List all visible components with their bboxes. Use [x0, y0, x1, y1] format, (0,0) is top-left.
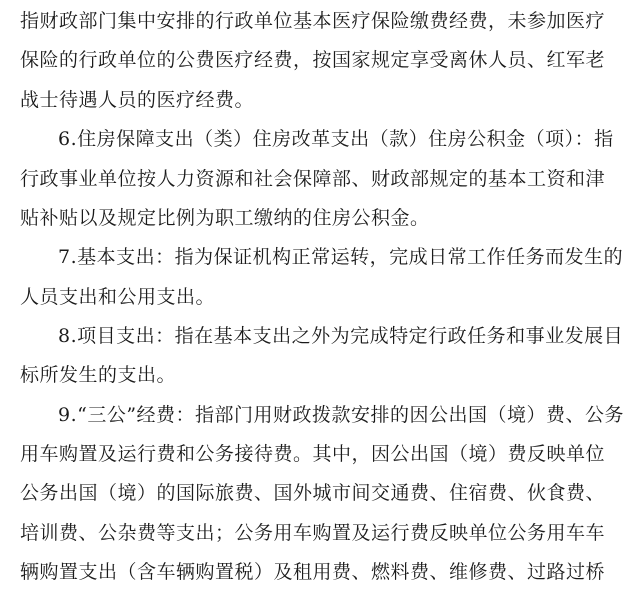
text-line: 辆购置支出（含车辆购置税）及租用费、燃料费、维修费、过路过桥 [20, 561, 606, 583]
text-line: 6.住房保障支出（类）住房改革支出（款）住房公积金（项）：指 [58, 128, 614, 150]
text-line: 9.“三公”经费：指部门用财政拨款安排的因公出国（境）费、公务 [58, 404, 625, 426]
text-line: 指财政部门集中安排的行政单位基本医疗保险缴费经费，未参加医疗 [20, 10, 606, 32]
text-line: 培训费、公杂费等支出；公务用车购置及运行费反映单位公务用车车 [20, 522, 606, 544]
text-line: 8.项目支出：指在基本支出之外为完成特定行政任务和事业发展目 [58, 325, 624, 347]
text-line: 保险的行政单位的公费医疗经费，按国家规定享受离休人员、红军老 [20, 49, 606, 71]
text-line: 标所发生的支出。 [20, 364, 177, 386]
text-line: 公务出国（境）的国际旅费、国外城市间交通费、住宿费、伙食费、 [20, 482, 606, 504]
text-line: 战士待遇人员的医疗经费。 [20, 89, 255, 111]
text-line: 贴补贴以及规定比例为职工缴纳的住房公积金。 [20, 207, 430, 229]
text-line: 用车购置及运行费和公务接待费。其中，因公出国（境）费反映单位 [20, 443, 606, 465]
text-line: 行政事业单位按人力资源和社会保障部、财政部规定的基本工资和津 [20, 168, 606, 190]
text-line: 7.基本支出：指为保证机构正常运转，完成日常工作任务而发生的 [58, 246, 624, 268]
text-line: 人员支出和公用支出。 [20, 286, 216, 308]
